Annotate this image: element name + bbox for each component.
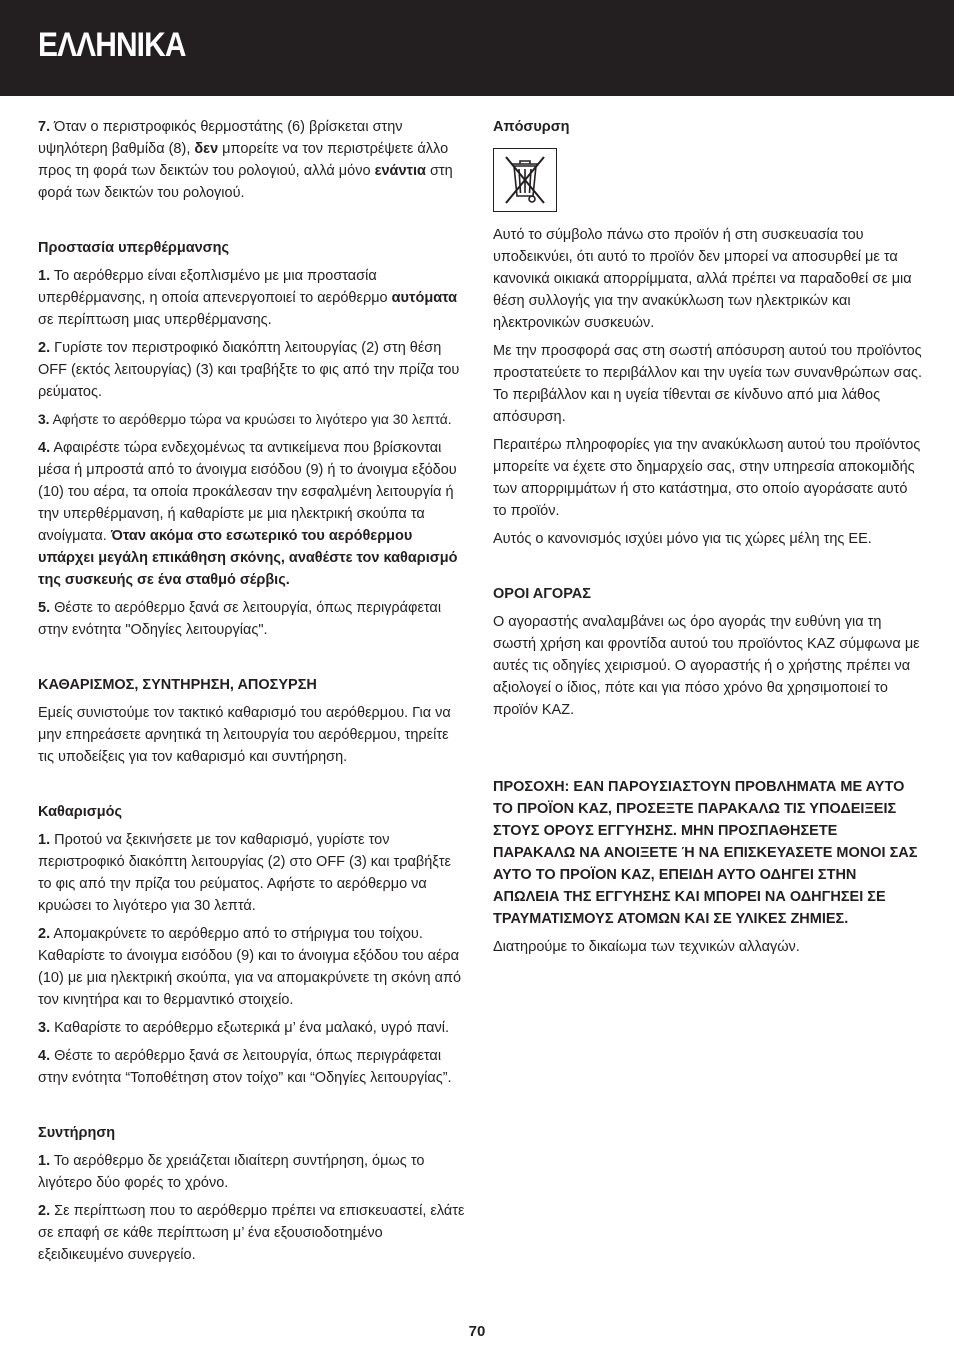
step-7-paragraph: 7. Όταν ο περιστροφικός θερμοστάτης (6) βρίσκεται στην υψηλότερη βαθμίδα (8), δεν μπορείτε να τον περιστρέψετε άλλο προς τη φορά των δεικτών του ρολογιού, αλλά μόνο ενάντια στη φορά των δεικτών του ρολογιού. — [38, 119, 453, 201]
cleaning-step-1: 1. Προτού να ξεκινήσετε με τον καθαρισμό, γυρίστε τον περιστροφικό διακόπτη λειτουργίας (2) στο OFF (3) και τραβήξτε το φις από την πρίζα του ρεύματος. Αφήστε το αερόθερμο να κρυώσει το λιγότερο για 30 λεπτά. — [38, 832, 451, 914]
overheat-step-4: 4. Αφαιρέστε τώρα ενδεχομένως τα αντικείμενα που βρίσκονται μέσα ή μπροστά από το άνοιγμα εισόδου (9) ή το άνοιγμα εξόδου (10) του αέρα, τα οποία προκάλεσαν την εσφαλμένη λειτουργία ή την υπερθέρμανση, ή καθαρίστε με μια ηλεκτρική σκούπα τα ανοίγματα. Όταν ακόμα στο εσωτερικό του αερόθερμου υπάρχει μεγάλη επικάθηση σκόνης, αναθέστε τον καθαρισμό της συσκευής σε ένα σταθμό σέρβις. — [38, 440, 458, 588]
reserve-rights-note: Διατηρούμε το δικαίωμα των τεχνικών αλλαγών. — [493, 939, 800, 955]
overheat-heading: Προστασία υπερθέρμανσης — [38, 240, 229, 256]
maintenance-step-2: 2. Σε περίπτωση που το αερόθερμο πρέπει να επισκευαστεί, ελάτε σε επαφή σε κάθε περίπτωση μ’ ένα εξουσιοδοτημένο εξειδικευμένο συνεργείο. — [38, 1203, 465, 1263]
cleaning-step-3: 3. Καθαρίστε το αερόθερμο εξωτερικά μ’ ένα μαλακό, υγρό πανί. — [38, 1020, 450, 1036]
language-title: ΕΛΛΗΝΙΚΑ — [38, 26, 186, 64]
page-header — [0, 0, 954, 96]
overheat-step-2: 2. Γυρίστε τον περιστροφικό διακόπτη λειτουργίας (2) στη θέση OFF (εκτός λειτουργίας) (3) και τραβήξτε το φις από την πρίζα του ρεύματος. — [38, 340, 460, 400]
disposal-heading: Απόσυρση — [493, 119, 570, 135]
maintenance-step-1: 1. Το αερόθερμο δε χρειάζεται ιδιαίτερη συντήρηση, όμως το λιγότερο δύο φορές το χρόνο. — [38, 1153, 425, 1191]
terms-paragraph: Ο αγοραστής αναλαμβάνει ως όρο αγοράς την ευθύνη για τη σωστή χρήση και φροντίδα αυτού του προϊόντος KAZ σύμφωνα με αυτές τις οδηγίες χειρισμού. Ο αγοραστής ή ο χρήστης πρέπει να αξιολογεί ο ίδιος, πότε και για πόσο χρόνο θα χρησιμοποιεί το προϊόν KAZ. — [493, 614, 920, 718]
warning-notice: ΠΡΟΣΟΧΗ: ΕΑΝ ΠΑΡΟΥΣΙΑΣΤΟΥΝ ΠΡΟΒΛΗΜΑΤΑ ΜΕ ΑΥΤΟ ΤΟ ΠΡΟΪΟΝ KAZ, ΠΡΟΣΕΞΤΕ ΠΑΡΑΚΑΛΩ ΤΙΣ ΥΠΟΔΕΙΞΕΙΣ ΣΤΟΥΣ ΟΡΟΥΣ ΕΓΓΥΗΣΗΣ. ΜΗΝ ΠΡΟΣΠΑΘΗΣΕΤΕ ΠΑΡΑΚΑΛΩ ΝΑ ΑΝΟΙΞΕΤΕ Ή ΝΑ ΕΠΙΣΚΕΥΑΣΕΤΕ ΜΟΝΟΙ ΣΑΣ ΑΥΤΟ ΤΟ ΠΡΟΪΟΝ KAZ, ΕΠΕΙΔΗ ΑΥΤΟ ΟΔΗΓΕΙ ΣΤΗΝ ΑΠΩΛΕΙΑ ΤΗΣ ΕΓΓΥΗΣΗΣ ΚΑΙ ΜΠΟΡΕΙ ΝΑ ΟΔΗΓΗΣΕΙ ΣΕ ΤΡΑΥΜΑΤΙΣΜΟΥΣ ΑΤΟΜΩΝ ΚΑΙ ΣΕ ΥΛΙΚΕΣ ΖΗΜΙΕΣ. — [493, 779, 918, 927]
cleaning-intro: Εμείς συνιστούμε τον τακτικό καθαρισμό του αερόθερμου. Για να μην επηρεάσετε αρνητικά τη λειτουργία του αερόθερμου, τηρείτε τις υποδείξεις για τον καθαρισμό και συντήρηση. — [38, 705, 451, 765]
overheat-step-1: 1. Το αερόθερμο είναι εξοπλισμένο με μια προστασία υπερθέρμανσης, η οποία απενεργοποιεί το αερόθερμο αυτόματα σε περίπτωση μιας υπερθέρμανσης. — [38, 268, 458, 328]
disposal-paragraph-4: Αυτός ο κανονισμός ισχύει μόνο για τις χώρες μέλη της ΕΕ. — [493, 531, 872, 547]
crossed-out-wheelie-bin-icon — [493, 148, 557, 212]
page-number: 70 — [468, 1323, 486, 1340]
cleaning-heading: Καθαρισμός — [38, 804, 122, 820]
right-column — [493, 116, 923, 964]
overheat-step-3: 3. Αφήστε το αερόθερμο τώρα να κρυώσει το λιγότερο για 30 λεπτά. — [38, 412, 452, 427]
cleaning-main-heading: ΚΑΘΑΡΙΣΜΟΣ, ΣΥΝΤΗΡΗΣΗ, ΑΠΟΣΥΡΣΗ — [38, 677, 317, 693]
terms-heading: ΟΡΟΙ ΑΓΟΡΑΣ — [493, 586, 591, 602]
cleaning-step-4: 4. Θέστε το αερόθερμο ξανά σε λειτουργία, όπως περιγράφεται στην ενότητα “Τοποθέτηση στον τοίχο” και “Οδηγίες λειτουργίας”. — [38, 1048, 452, 1086]
left-column — [38, 116, 466, 1272]
disposal-paragraph-3: Περαιτέρω πληροφορίες για την ανακύκλωση αυτού του προϊόντος μπορείτε να έχετε στο δημαρχείο σας, στην υπηρεσία αποκομιδής των απορριμμάτων ή στο κατάστημα, στο οποίο αγοράσατε αυτό το προϊόν. — [493, 437, 921, 519]
overheat-step-5: 5. Θέστε το αερόθερμο ξανά σε λειτουργία, όπως περιγράφεται στην ενότητα "Οδηγίες λειτουργίας". — [38, 600, 442, 638]
disposal-paragraph-1: Αυτό το σύμβολο πάνω στο προϊόν ή στη συσκευασία του υποδεικνύει, ότι αυτό το προϊόν δεν μπορεί να αποσυρθεί με τα κανονικά οικιακά απορρίμματα, αλλά πρέπει να παραδοθεί σε μια θέση συλλογής για την ανακύκλωση των ηλεκτρικών και ηλεκτρονικών συσκευών. — [493, 227, 912, 331]
disposal-paragraph-2: Με την προσφορά σας στη σωστή απόσυρση αυτού του προϊόντος προστατεύετε το περιβάλλον και την υγεία των συνανθρώπων σας. Το περιβάλλον και η υγεία τίθενται σε κίνδυνο από μια λάθος απόσυρση. — [493, 343, 922, 425]
cleaning-step-2: 2. Απομακρύνετε το αερόθερμο από το στήριγμα του τοίχου. Καθαρίστε το άνοιγμα εισόδου (9) και το άνοιγμα εξόδου του αέρα (10) με μια ηλεκτρική σκούπα, για να απομακρύνετε τη σκόνη από τον κινητήρα και το θερμαντικό στοιχείο. — [38, 926, 462, 1008]
maintenance-heading: Συντήρηση — [38, 1125, 116, 1141]
